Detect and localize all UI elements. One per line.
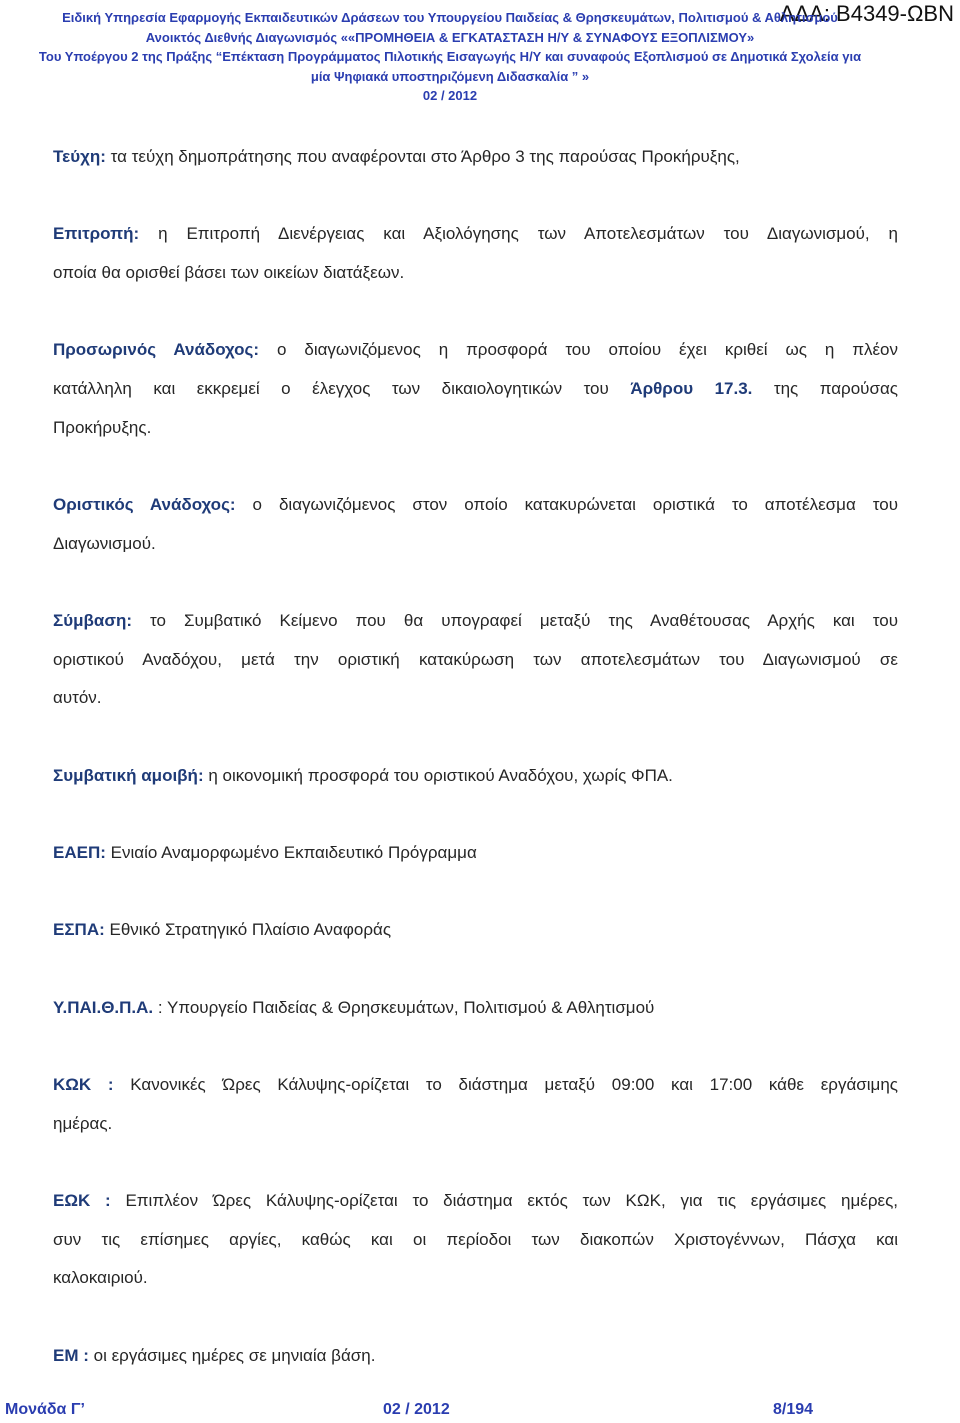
definition-item	[53, 911, 898, 950]
definition-term: Επιτροπή:	[53, 224, 140, 244]
ada-stamp: ΑΔΑ: Β4349-ΩΒΝ	[779, 1, 954, 26]
definition-item	[53, 834, 898, 873]
definition-text: οποία θα ορισθεί βάσει των οικείων διατάξεων.	[53, 263, 405, 283]
definition-term: ΕΩΚ :	[53, 1191, 111, 1211]
definition-text: καλοκαιριού.	[53, 1268, 148, 1288]
text-line	[53, 1337, 898, 1376]
text-line	[53, 911, 898, 950]
definition-text: Κανονικές Ώρες Κάλυψης-ορίζεται το διάστημα μεταξύ 09:00 και 17:00 κάθε εργάσιμης	[130, 1075, 898, 1095]
definition-text: ο διαγωνιζόμενος η προσφορά του οποίου έχει κριθεί ως η πλέον	[276, 340, 898, 360]
definition-text: κατάλληλη και εκκρεμεί ο έλεγχος των δικαιολογητικών του	[53, 379, 609, 399]
definition-text: Διαγωνισμού.	[53, 533, 156, 553]
definition-term: Υ.ΠΑΙ.Θ.Π.Α.	[53, 997, 154, 1017]
definition-term: Οριστικός Ανάδοχος:	[53, 495, 236, 515]
definition-term: ΕΑΕΠ:	[53, 843, 106, 863]
footer-page-number: 8/194	[773, 1401, 814, 1418]
definition-text: ημέρας.	[53, 1113, 113, 1133]
text-line	[53, 254, 898, 293]
definitions-list	[53, 138, 898, 1414]
text-line	[53, 215, 898, 254]
definition-text: Επιπλέον Ώρες Κάλυψης-ορίζεται το διάστημα εκτός των ΚΩΚ, για τις εργάσιμες ημέρες,	[125, 1191, 898, 1211]
definition-term: Συμβατική αμοιβή:	[53, 765, 204, 785]
definition-term: Σύμβαση:	[53, 611, 132, 631]
definition-text: οι εργάσιμες ημέρες σε μηνιαία βάση.	[93, 1345, 376, 1365]
definition-text: το Συμβατικό Κείμενο που θα υπογραφεί μεταξύ της Αναθέτουσας Αρχής και του	[150, 611, 898, 631]
definition-item	[53, 1182, 898, 1298]
definition-text: συν τις επίσημες αργίες, καθώς και οι περίοδοι των διακοπών Χριστογέννων, Πάσχα και	[53, 1229, 898, 1249]
definition-text: Εθνικό Στρατηγικό Πλαίσιο Αναφοράς	[109, 920, 392, 940]
header-date: 02 / 2012	[422, 88, 478, 103]
article-reference: Άρθρου 17.3.	[630, 379, 753, 399]
footer-date: 02 / 2012	[383, 1401, 450, 1418]
definition-text: της παρούσας	[773, 379, 898, 399]
text-line	[53, 409, 898, 448]
definition-term: ΚΩΚ :	[53, 1075, 114, 1095]
header-project-line-cont: μία Ψηφιακά υποστηριζόμενη Διδασκαλία ” »	[310, 68, 590, 84]
text-line	[53, 989, 898, 1028]
text-line	[53, 370, 898, 409]
definition-term: ΕΜ :	[53, 1345, 89, 1365]
text-line	[53, 1221, 898, 1260]
header-tender-line: Ανοικτός Διεθνής Διαγωνισμός ««ΠΡΟΜΗΘΕΙΑ & ΕΓΚΑΤΑΣΤΑΣΗ Η/Υ & ΣΥΝΑΦΟΥΣ ΕΞΟΠΛΙΣΜΟΥ»	[145, 29, 755, 45]
definition-text: τα τεύχη δημοπράτησης που αναφέρονται στο Άρθρο 3 της παρούσας Προκήρυξης,	[110, 147, 740, 166]
definition-item	[53, 1337, 898, 1376]
definition-text: Προκήρυξης.	[53, 417, 152, 437]
text-line	[53, 757, 898, 796]
text-line	[53, 138, 898, 177]
definition-item	[53, 757, 898, 796]
definition-text: Ενιαίο Αναμορφωμένο Εκπαιδευτικό Πρόγραμμα	[110, 843, 477, 863]
definition-text: η οικονομική προσφορά του οριστικού Αναδόχου, χωρίς ΦΠΑ.	[208, 765, 673, 785]
definition-item	[53, 486, 898, 563]
page-header	[0, 8, 900, 106]
text-line	[53, 1066, 898, 1105]
text-line	[53, 602, 898, 641]
footer-unit: Μονάδα Γ’	[5, 1401, 85, 1418]
definition-term: Τεύχη:	[53, 147, 106, 166]
text-line	[53, 525, 898, 564]
text-line	[53, 1259, 898, 1298]
text-line	[53, 834, 898, 873]
definition-item	[53, 602, 898, 718]
header-agency-line: Ειδική Υπηρεσία Εφαρμογής Εκπαιδευτικών Δράσεων του Υπουργείου Παιδείας & Θρησκευμάτων, Πολιτισμού & Αθλητισμού	[62, 10, 838, 25]
definition-term: ΕΣΠΑ:	[53, 920, 105, 940]
text-line	[53, 486, 898, 525]
definition-text: οριστικού Αναδόχου, μετά την οριστική κατακύρωση των αποτελεσμάτων του Διαγωνισμού σε	[53, 649, 898, 669]
definition-item	[53, 331, 898, 447]
text-line	[53, 1105, 898, 1144]
text-line	[53, 679, 898, 718]
definition-text: αυτόν.	[53, 688, 102, 708]
text-line	[53, 331, 898, 370]
definition-text: : Υπουργείο Παιδείας & Θρησκευμάτων, Πολιτισμού & Αθλητισμού	[157, 997, 655, 1017]
definition-item	[53, 989, 898, 1028]
definition-text: η Επιτροπή Διενέργειας και Αξιολόγησης των Αποτελεσμάτων του Διαγωνισμού, η	[158, 224, 898, 244]
definition-text: ο διαγωνιζόμενος στον οποίο κατακυρώνεται οριστικά το αποτέλεσμα του	[252, 495, 898, 515]
definition-item	[53, 215, 898, 292]
text-line	[53, 641, 898, 680]
header-project-line: Του Υποέργου 2 της Πράξης “Επέκταση Προγράμματος Πιλοτικής Εισαγωγής Η/Υ και συναφούς Εξοπλισμού σε Δημοτικά Σχολεία για	[38, 49, 862, 64]
definition-item	[53, 1066, 898, 1143]
definition-item	[53, 138, 898, 177]
text-line	[53, 1182, 898, 1221]
definition-term: Προσωρινός Ανάδοχος:	[53, 340, 260, 360]
